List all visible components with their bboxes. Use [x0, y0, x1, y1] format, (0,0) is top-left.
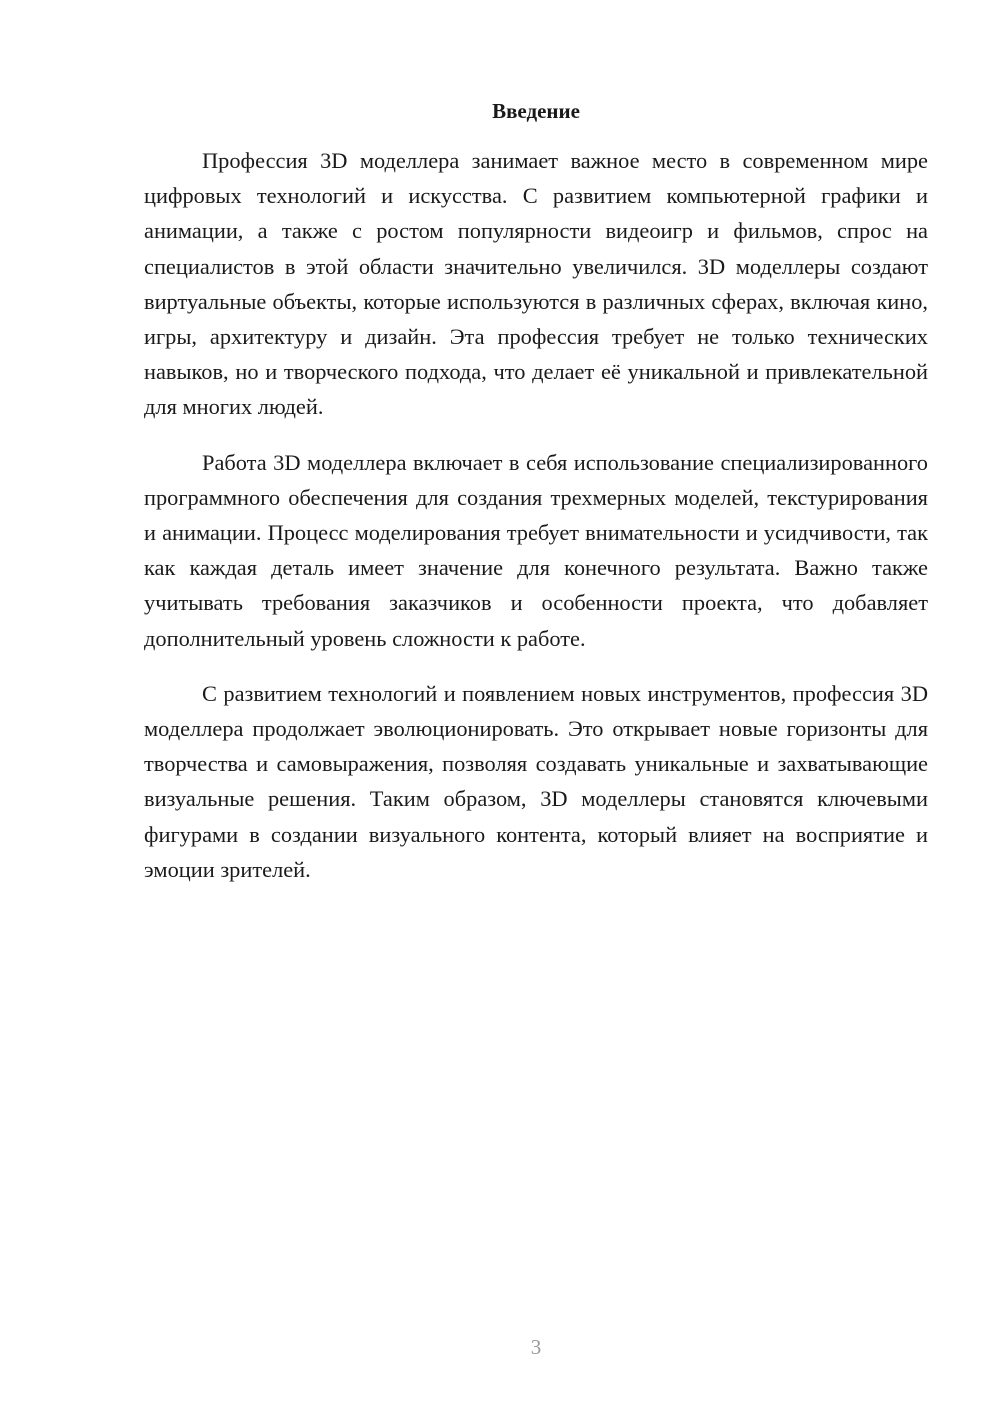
paragraph-3: С развитием технологий и появлением новых инструментов, профессия 3D моделлера продолжает эволюционировать. Это открывает новые горизонты для творчества и самовыражения, позволяя создавать уникальные и захватывающие визуальные решения. Таким образом, 3D моделлеры становятся ключевыми фигурами в создании визуального контента, который влияет на восприятие и эмоции зрителей.	[144, 680, 928, 882]
body-text	[144, 143, 928, 907]
paragraph-1: Профессия 3D моделлера занимает важное место в современном мире цифровых технологий и искусства. С развитием компьютерной графики и анимации, а также с ростом популярности видеоигр и фильмов, спрос на специалистов в этой области значительно увеличился. 3D моделлеры создают виртуальные объекты, которые используются в различных сферах, включая кино, игры, архитектуру и дизайн. Эта профессия требует не только технических навыков, но и творческого подхода, что делает её уникальной и привлекательной для многих людей.	[144, 148, 928, 420]
paragraph-2: Работа 3D моделлера включает в себя использование специализированного программного обеспечения для создания трехмерных моделей, текстурирования и анимации. Процесс моделирования требует внимательности и усидчивости, так как каждая деталь имеет значение для конечного результата. Важно также учитывать требования заказчиков и особенности проекта, что добавляет дополнительный уровень сложности к работе.	[144, 449, 928, 651]
page-number: 3	[530, 1335, 542, 1359]
section-title: Введение	[492, 99, 580, 123]
